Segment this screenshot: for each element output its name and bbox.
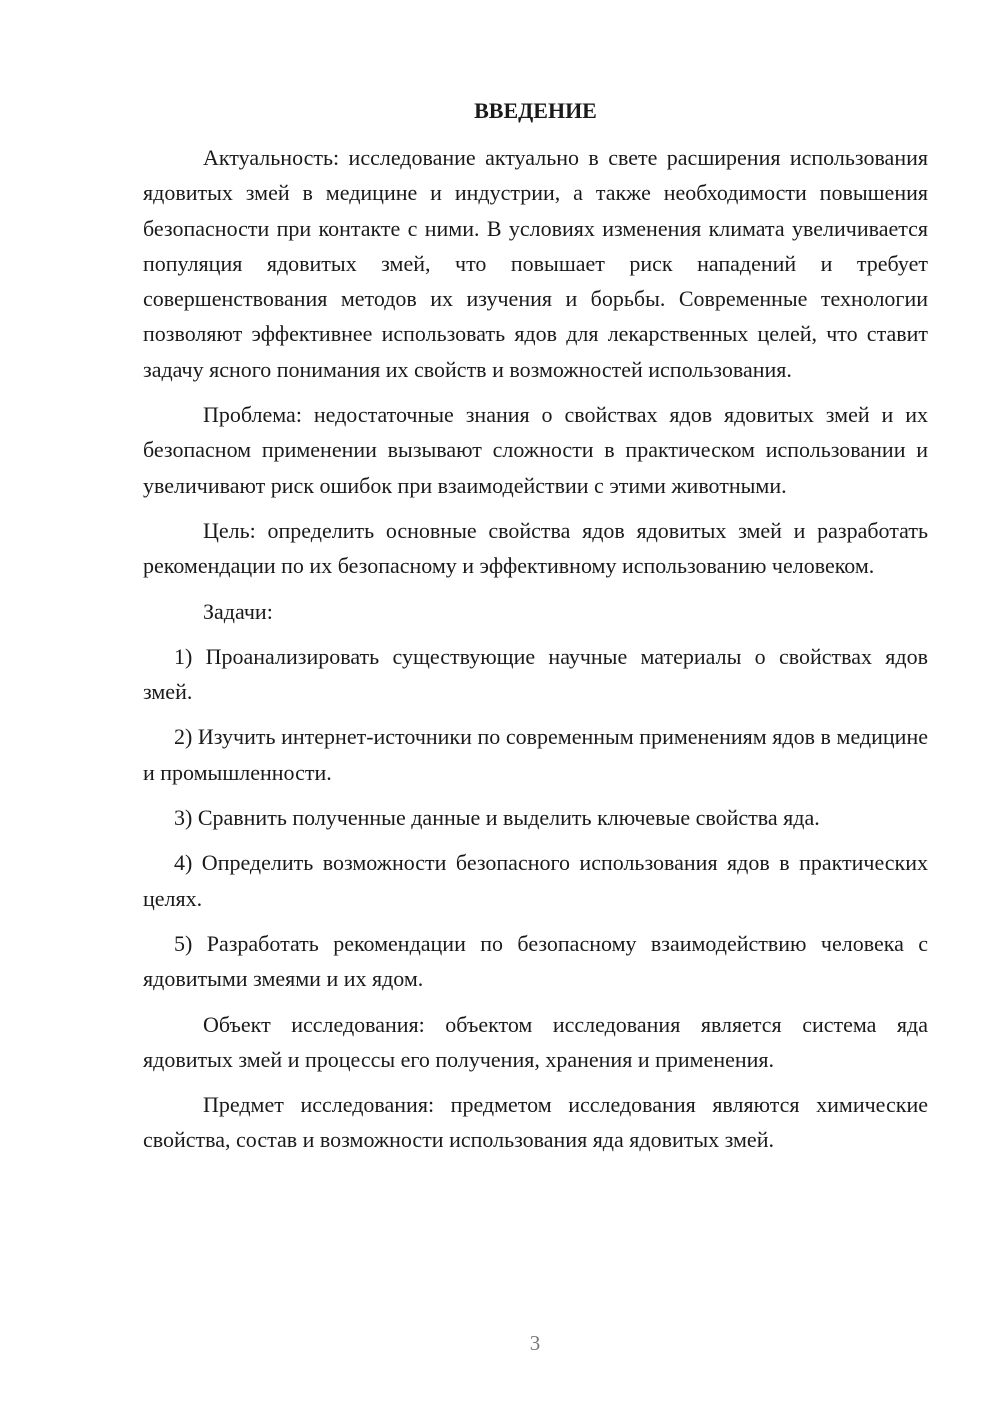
- paragraph-relevance: Актуальность: исследование актуально в свете расширения использования ядовитых змей в медицине и индустрии, а также необходимости повышения безопасности при контакте с ними. В условиях изменения климата увеличивается популяция ядовитых змей, что повышает риск нападений и требует совершенствования методов их изучения и борьбы. Современные технологии позволяют эффективнее использовать ядов для лекарственных целей, что ставит задачу ясного понимания их свойств и возможностей использования.: [143, 145, 928, 382]
- tasks-heading: Задачи:: [203, 598, 273, 624]
- section-title: ВВЕДЕНИЕ: [474, 98, 597, 123]
- paragraph-problem: Проблема: недостаточные знания о свойствах ядов ядовитых змей и их безопасном применении вызывают сложности в практическом использовании и увеличивают риск ошибок при взаимодействии с этими животными.: [143, 402, 928, 498]
- page-number: 3: [529, 1331, 541, 1355]
- task-item-2: 2) Изучить интернет-источники по современным применениям ядов в медицине и промышленности.: [143, 724, 928, 785]
- task-item-3: 3) Сравнить полученные данные и выделить ключевые свойства яда.: [174, 805, 820, 831]
- paragraph-subject: Предмет исследования: предметом исследования являются химические свойства, состав и возможности использования яда ядовитых змей.: [143, 1092, 928, 1153]
- document-page: [143, 94, 928, 1158]
- paragraph-object: Объект исследования: объектом исследования является система яда ядовитых змей и процессы его получения, хранения и применения.: [143, 1011, 928, 1072]
- paragraph-goal: Цель: определить основные свойства ядов ядовитых змей и разработать рекомендации по их безопасному и эффективному использованию человеком.: [143, 517, 928, 579]
- task-item-5: 5) Разработать рекомендации по безопасному взаимодействию человека с ядовитыми змеями и их ядом.: [143, 930, 928, 992]
- task-item-1: 1) Проанализировать существующие научные материалы о свойствах ядов змей.: [143, 643, 928, 705]
- task-item-4: 4) Определить возможности безопасного использования ядов в практических целях.: [143, 850, 928, 911]
